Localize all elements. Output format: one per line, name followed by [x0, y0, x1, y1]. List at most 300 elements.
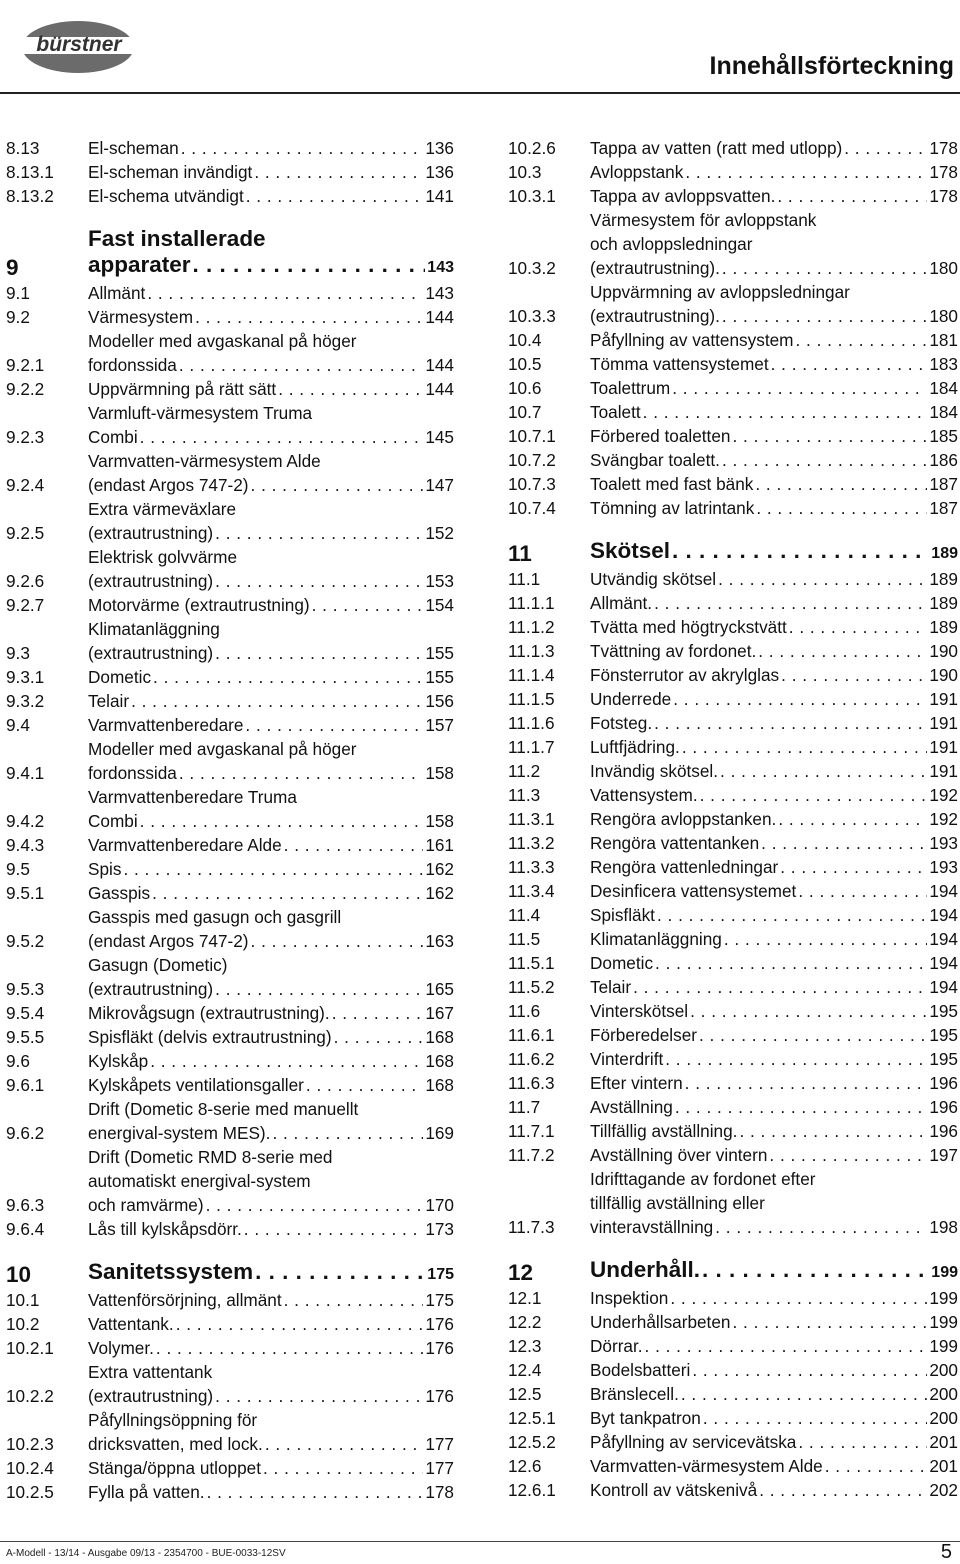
toc-entry — [508, 687, 958, 711]
toc-title-line: Toalett med fast bänk — [590, 474, 754, 494]
toc-section-number: 9.5.4 — [6, 1003, 45, 1023]
toc-section-number: 10 — [6, 1262, 32, 1287]
dot-leader — [654, 711, 927, 735]
toc-page-number: 191 — [929, 713, 958, 733]
toc-title-line: Allmänt. — [590, 593, 653, 613]
toc-title-line: Tvättning av fordonet. — [590, 641, 757, 661]
toc-title-line: (extrautrustning) — [88, 979, 214, 999]
toc-entry — [6, 1336, 454, 1360]
toc-section-number: 9.4 — [6, 715, 30, 735]
toc-section-number: 10.1 — [6, 1290, 40, 1310]
toc-page-number: 194 — [929, 905, 958, 925]
page-title: Innehållsförteckning — [709, 52, 954, 80]
dot-leader — [771, 352, 928, 376]
toc-title-line: Tappa av avloppsvatten. — [590, 186, 776, 206]
toc-page-number: 143 — [425, 283, 454, 303]
dot-leader — [140, 809, 424, 833]
dot-leader — [769, 1143, 927, 1167]
toc-title-line: Telair — [590, 977, 632, 997]
toc-entry — [508, 184, 958, 208]
toc-page-number: 194 — [929, 953, 958, 973]
toc-page-number: 193 — [929, 833, 958, 853]
dot-leader — [761, 831, 927, 855]
dot-leader — [720, 759, 927, 783]
toc-page-number: 186 — [929, 450, 958, 470]
toc-page-number: 153 — [425, 571, 454, 591]
toc-title-line: El-scheman — [88, 138, 179, 158]
toc-title-line: Volymer. — [88, 1338, 154, 1358]
toc-section-number: 10.2.3 — [6, 1434, 54, 1454]
toc-title-line: Modeller med avgaskanal på höger — [88, 331, 357, 351]
toc-title-line: Modeller med avgaskanal på höger — [88, 739, 357, 759]
toc-page-number: 180 — [929, 306, 958, 326]
dot-leader — [702, 1257, 929, 1283]
dot-leader — [332, 1001, 424, 1025]
toc-title-line: Varmvatten-värmesystem Alde — [590, 1456, 823, 1476]
toc-section-number: 11.1.3 — [508, 641, 555, 661]
toc-section-number: 12.4 — [508, 1360, 542, 1380]
toc-entry — [508, 663, 958, 687]
dot-leader — [633, 975, 927, 999]
toc-section-number: 8.13 — [6, 138, 40, 158]
toc-title-line: Värmesystem för avloppstank — [590, 210, 817, 230]
toc-title-line: Invändig skötsel. — [590, 761, 719, 781]
dot-leader — [206, 1193, 424, 1217]
toc-title-line: Bodelsbatteri — [590, 1360, 691, 1380]
dot-leader — [692, 1358, 927, 1382]
toc-title-line: Underrede — [590, 689, 672, 709]
toc-page-number: 167 — [425, 1003, 454, 1023]
toc-title-line: El-scheman invändigt — [88, 162, 253, 182]
toc-page-number: 163 — [425, 931, 454, 951]
toc-section-number: 11.5 — [508, 929, 541, 949]
toc-title-line: Utvändig skötsel — [590, 569, 717, 589]
toc-title-line: Påfyllning av vattensystem — [590, 330, 794, 350]
toc-title-line: Spisfläkt — [590, 905, 655, 925]
dot-leader — [643, 400, 928, 424]
toc-section-number: 9.3.2 — [6, 691, 45, 711]
toc-title-line: Förbered toaletten — [590, 426, 731, 446]
toc-page-number: 162 — [425, 859, 454, 879]
toc-entry — [508, 807, 958, 831]
toc-entry — [508, 831, 958, 855]
toc-page-number: 170 — [425, 1195, 454, 1215]
toc-page-number: 158 — [425, 763, 454, 783]
footer-publication-info: A-Modell - 13/14 - Ausgabe 09/13 - 2354700 - BUE-0033-12SV — [6, 1548, 286, 1559]
dot-leader — [722, 256, 927, 280]
toc-section-number: 10.7.1 — [508, 426, 556, 446]
toc-entry — [6, 184, 454, 208]
dot-leader — [263, 1456, 423, 1480]
toc-section-number: 10.2.6 — [508, 138, 556, 158]
toc-title-line: Avställning över vintern — [590, 1145, 768, 1165]
toc-section-number: 11.6.2 — [508, 1049, 555, 1069]
toc-title-line: Kylskåp — [88, 1051, 149, 1071]
toc-page-number: 175 — [427, 1266, 454, 1283]
dot-leader — [844, 136, 927, 160]
toc-entry — [6, 449, 454, 497]
dot-leader — [147, 281, 423, 305]
toc-title-line: Toalettrum — [590, 378, 671, 398]
toc-section-number: 9.6.1 — [6, 1075, 45, 1095]
toc-entry — [508, 328, 958, 352]
toc-page-number: 136 — [425, 138, 454, 158]
toc-section-number: 10.3.3 — [508, 306, 556, 326]
toc-page-number: 161 — [425, 835, 454, 855]
toc-entry — [508, 615, 958, 639]
toc-title-line: (extrautrustning) — [88, 1386, 214, 1406]
dot-leader — [284, 833, 424, 857]
dot-leader — [657, 903, 927, 927]
toc-title-line: Påfyllning av servicevätska — [590, 1432, 797, 1452]
dot-leader — [739, 1119, 927, 1143]
toc-title-line: Lås till kylskåpsdörr. — [88, 1219, 242, 1239]
toc-entry — [508, 1143, 958, 1167]
toc-page-number: 192 — [929, 785, 958, 805]
toc-section-number: 11.2 — [508, 761, 541, 781]
toc-title-line: Avloppstank — [590, 162, 684, 182]
toc-entry — [508, 927, 958, 951]
toc-section-number: 8.13.1 — [6, 162, 54, 182]
toc-page-number: 176 — [425, 1338, 454, 1358]
toc-title-line: Inspektion — [590, 1288, 669, 1308]
toc-page-number: 178 — [929, 186, 958, 206]
toc-section-number: 9.3 — [6, 643, 30, 663]
toc-section-number: 9.5 — [6, 859, 30, 879]
toc-section-number: 9.4.3 — [6, 835, 45, 855]
toc-section-number: 12.5.1 — [508, 1408, 556, 1428]
toc-section-number: 10.2.1 — [6, 1338, 54, 1358]
toc-page-number: 193 — [929, 857, 958, 877]
toc-chapter — [6, 1259, 454, 1288]
dot-leader — [334, 1025, 424, 1049]
toc-title-line: Mikrovågsugn (extrautrustning). — [88, 1003, 330, 1023]
dot-leader — [254, 160, 423, 184]
toc-section-number: 9.2 — [6, 307, 30, 327]
toc-title-line: Avställning — [590, 1097, 673, 1117]
toc-section-number: 10.3.1 — [508, 186, 556, 206]
toc-entry — [6, 136, 454, 160]
toc-entry — [508, 1478, 958, 1502]
toc-section-number: 10.4 — [508, 330, 542, 350]
toc-entry — [508, 472, 958, 496]
toc-entry — [6, 737, 454, 785]
toc-page-number: 199 — [929, 1288, 958, 1308]
toc-title-line: Påfyllningsöppning för — [88, 1410, 258, 1430]
toc-title-line: Vattenförsörjning, allmänt — [88, 1290, 282, 1310]
toc-page-number: 185 — [929, 426, 958, 446]
dot-leader — [673, 687, 927, 711]
toc-section-number: 9.2.4 — [6, 475, 45, 495]
toc-section-number: 11.7.2 — [508, 1145, 555, 1165]
toc-page-number: 177 — [425, 1458, 454, 1478]
toc-title-line: (endast Argos 747-2) — [88, 931, 249, 951]
toc-page-number: 194 — [929, 881, 958, 901]
toc-entry — [6, 1480, 454, 1504]
toc-page-number: 155 — [425, 643, 454, 663]
toc-section-number: 9.5.1 — [6, 883, 45, 903]
toc-entry — [6, 305, 454, 329]
toc-entry — [508, 1023, 958, 1047]
toc-title-line: Gasspis med gasugn och gasgrill — [88, 907, 342, 927]
header-divider — [0, 92, 960, 94]
toc-title-line: och ramvärme) — [88, 1195, 204, 1215]
toc-section-number: 11.7.1 — [508, 1121, 555, 1141]
dot-leader — [153, 665, 423, 689]
dot-leader — [140, 425, 424, 449]
toc-title-line: Motorvärme (extrautrustning) — [88, 595, 310, 615]
toc-title-line: Extra värmeväxlare — [88, 499, 237, 519]
toc-section-number: 10.6 — [508, 378, 542, 398]
toc-page-number: 200 — [929, 1360, 958, 1380]
toc-section-number: 9.2.1 — [6, 355, 45, 375]
toc-section-number: 12.6 — [508, 1456, 542, 1476]
toc-title-line: Gasugn (Dometic) — [88, 955, 228, 975]
toc-page-number: 199 — [929, 1312, 958, 1332]
toc-title-line: Spisfläkt (delvis extrautrustning) — [88, 1027, 332, 1047]
toc-page-number: 191 — [929, 689, 958, 709]
toc-entry — [508, 1095, 958, 1119]
dot-leader — [722, 448, 927, 472]
toc-page-number: 178 — [929, 138, 958, 158]
toc-entry — [508, 1358, 958, 1382]
toc-entry — [6, 1456, 454, 1480]
toc-entry — [6, 713, 454, 737]
toc-column-left — [6, 136, 454, 1504]
toc-column-right — [508, 136, 958, 1502]
toc-title-line: Svängbar toalett. — [590, 450, 720, 470]
toc-title-line: Tömma vattensystemet — [590, 354, 769, 374]
toc-section-number: 11.6.1 — [508, 1025, 555, 1045]
toc-page-number: 190 — [929, 641, 958, 661]
toc-title-line: Dometic — [88, 667, 152, 687]
toc-title-line: fordonssida — [88, 355, 177, 375]
toc-section-number: 10.2.4 — [6, 1458, 54, 1478]
dot-leader — [798, 879, 927, 903]
toc-page-number: 195 — [929, 1025, 958, 1045]
dot-leader — [672, 538, 929, 564]
toc-section-number: 12.5.2 — [508, 1432, 556, 1452]
toc-title-line: Desinficera vattensystemet — [590, 881, 797, 901]
toc-entry — [508, 400, 958, 424]
toc-page-number: 184 — [929, 378, 958, 398]
toc-page-number: 157 — [425, 715, 454, 735]
dot-leader — [179, 761, 423, 785]
toc-page-number: 195 — [929, 1049, 958, 1069]
toc-title-line: Uppvärmning av avloppsledningar — [590, 282, 850, 302]
toc-page-number: 191 — [929, 761, 958, 781]
toc-title-line: fordonssida — [88, 763, 177, 783]
toc-title-line: El-schema utvändigt — [88, 186, 244, 206]
toc-entry — [508, 1382, 958, 1406]
toc-section-number: 11.3.3 — [508, 857, 555, 877]
toc-page-number: 143 — [427, 259, 454, 276]
toc-section-number: 12.5 — [508, 1384, 542, 1404]
toc-page-number: 195 — [929, 1001, 958, 1021]
toc-title-line: apparater — [88, 252, 191, 277]
toc-entry — [6, 401, 454, 449]
toc-entry — [6, 1049, 454, 1073]
toc-entry — [508, 903, 958, 927]
toc-entry — [508, 879, 958, 903]
dot-leader — [272, 1121, 423, 1145]
dot-leader — [780, 855, 927, 879]
dot-leader — [715, 1215, 927, 1239]
toc-entry — [508, 160, 958, 184]
toc-entry — [6, 1097, 454, 1145]
toc-title-line: Förberedelser — [590, 1025, 697, 1045]
toc-section-number: 9.4.2 — [6, 811, 45, 831]
toc-page-number: 196 — [929, 1073, 958, 1093]
toc-page-number: 173 — [425, 1219, 454, 1239]
toc-section-number: 11.1.6 — [508, 713, 555, 733]
toc-entry — [508, 280, 958, 328]
toc-section-number: 12.1 — [508, 1288, 542, 1308]
toc-title-line: Rengöra avloppstanken. — [590, 809, 777, 829]
dot-leader — [195, 305, 423, 329]
dot-leader — [665, 1047, 927, 1071]
toc-section-number: 10.3 — [508, 162, 542, 182]
toc-page-number: 177 — [425, 1434, 454, 1454]
dot-leader — [670, 1286, 927, 1310]
toc-entry — [508, 711, 958, 735]
dot-leader — [179, 353, 423, 377]
toc-section-number: 10.2.2 — [6, 1386, 54, 1406]
toc-page-number: 155 — [425, 667, 454, 687]
toc-title-line: Vattentank. — [88, 1314, 174, 1334]
toc-title-line: Varmvattenberedare — [88, 715, 244, 735]
toc-page-number: 156 — [425, 691, 454, 711]
dot-leader — [690, 999, 927, 1023]
toc-entry — [508, 999, 958, 1023]
dot-leader — [781, 663, 927, 687]
logo-wordmark: bürstner — [36, 33, 122, 56]
toc-section-number: 10.7.3 — [508, 474, 556, 494]
dot-leader — [246, 184, 424, 208]
toc-section-number: 11.1.1 — [508, 593, 555, 613]
dot-leader — [672, 376, 927, 400]
toc-entry — [508, 639, 958, 663]
toc-section-number: 11.5.1 — [508, 953, 555, 973]
toc-page-number: 145 — [425, 427, 454, 447]
toc-page-number: 199 — [931, 1264, 958, 1281]
toc-section-number: 9.2.7 — [6, 595, 45, 615]
toc-title-line: Bränslecell. — [590, 1384, 679, 1404]
dot-leader — [685, 160, 927, 184]
toc-title-line: Dometic — [590, 953, 654, 973]
toc-title-line: Tillfällig avställning. — [590, 1121, 738, 1141]
toc-page-number: 141 — [425, 186, 454, 206]
toc-entry — [508, 496, 958, 520]
toc-section-number: 9.2.5 — [6, 523, 45, 543]
toc-entry — [6, 1073, 454, 1097]
toc-title-line: Tappa av vatten (ratt med utlopp) — [590, 138, 843, 158]
toc-entry — [508, 1119, 958, 1143]
toc-entry — [6, 377, 454, 401]
toc-entry — [6, 953, 454, 1001]
toc-page-number: 158 — [425, 811, 454, 831]
toc-title-line: Luftfjädring. — [590, 737, 680, 757]
toc-title-line: energival-system MES). — [88, 1123, 271, 1143]
toc-title-line: dricksvatten, med lock. — [88, 1434, 263, 1454]
toc-entry — [6, 689, 454, 713]
dot-leader — [251, 473, 424, 497]
toc-section-number: 10.5 — [508, 354, 542, 374]
toc-page-number: 187 — [929, 498, 958, 518]
dot-leader — [732, 1310, 927, 1334]
toc-section-number: 11.7 — [508, 1097, 541, 1117]
toc-entry — [6, 665, 454, 689]
dot-leader — [215, 977, 423, 1001]
toc-page-number: 178 — [425, 1482, 454, 1502]
toc-page-number: 176 — [425, 1386, 454, 1406]
toc-section-number: 11.6 — [508, 1001, 541, 1021]
dot-leader — [758, 639, 927, 663]
toc-page-number: 178 — [929, 162, 958, 182]
toc-section-number: 9.6.3 — [6, 1195, 45, 1215]
toc-title-line: (extrautrustning) — [88, 523, 214, 543]
dot-leader — [215, 641, 423, 665]
toc-title-line: Varmvattenberedare Truma — [88, 787, 297, 807]
toc-entry — [6, 593, 454, 617]
toc-section-number: 11.1.2 — [508, 617, 555, 637]
toc-entry — [508, 352, 958, 376]
dot-leader — [215, 521, 423, 545]
buerstner-logo — [6, 18, 152, 74]
toc-section-number: 11.1.5 — [508, 689, 555, 709]
toc-entry — [6, 857, 454, 881]
dot-leader — [681, 1382, 927, 1406]
dot-leader — [777, 184, 927, 208]
dot-leader — [682, 735, 927, 759]
toc-page-number: 169 — [425, 1123, 454, 1143]
dot-leader — [700, 783, 928, 807]
toc-page-number: 183 — [929, 354, 958, 374]
toc-entry — [6, 329, 454, 377]
dot-leader — [123, 857, 423, 881]
toc-page-number: 202 — [929, 1480, 958, 1500]
toc-chapter — [508, 1257, 958, 1286]
dot-leader — [207, 1480, 424, 1504]
toc-section-number: 10.3.2 — [508, 258, 556, 278]
toc-title-line: Vattensystem. — [590, 785, 698, 805]
toc-title-line: Vinterdrift — [590, 1049, 664, 1069]
toc-title-line: Skötsel — [590, 538, 671, 563]
dot-leader — [150, 1049, 423, 1073]
toc-entry — [6, 1312, 454, 1336]
dot-leader — [278, 377, 423, 401]
toc-title-line: (extrautrustning) — [88, 571, 214, 591]
toc-title-line: Varmluft-värmesystem Truma — [88, 403, 313, 423]
toc-title-line: Gasspis — [88, 883, 151, 903]
dot-leader — [251, 929, 424, 953]
toc-title-line: Tömning av latrintank — [590, 498, 755, 518]
toc-entry — [6, 545, 454, 593]
toc-page-number: 189 — [931, 545, 958, 562]
toc-section-number: 10.2 — [6, 1314, 40, 1334]
toc-page-number: 196 — [929, 1121, 958, 1141]
toc-page-number: 201 — [929, 1432, 958, 1452]
toc-entry — [508, 208, 958, 280]
toc-entry — [508, 951, 958, 975]
toc-section-number: 9.5.5 — [6, 1027, 45, 1047]
toc-page-number: 189 — [929, 593, 958, 613]
toc-entry — [508, 1430, 958, 1454]
dot-leader — [284, 1288, 424, 1312]
dot-leader — [156, 1336, 423, 1360]
toc-page-number: 136 — [425, 162, 454, 182]
toc-entry — [508, 1047, 958, 1071]
